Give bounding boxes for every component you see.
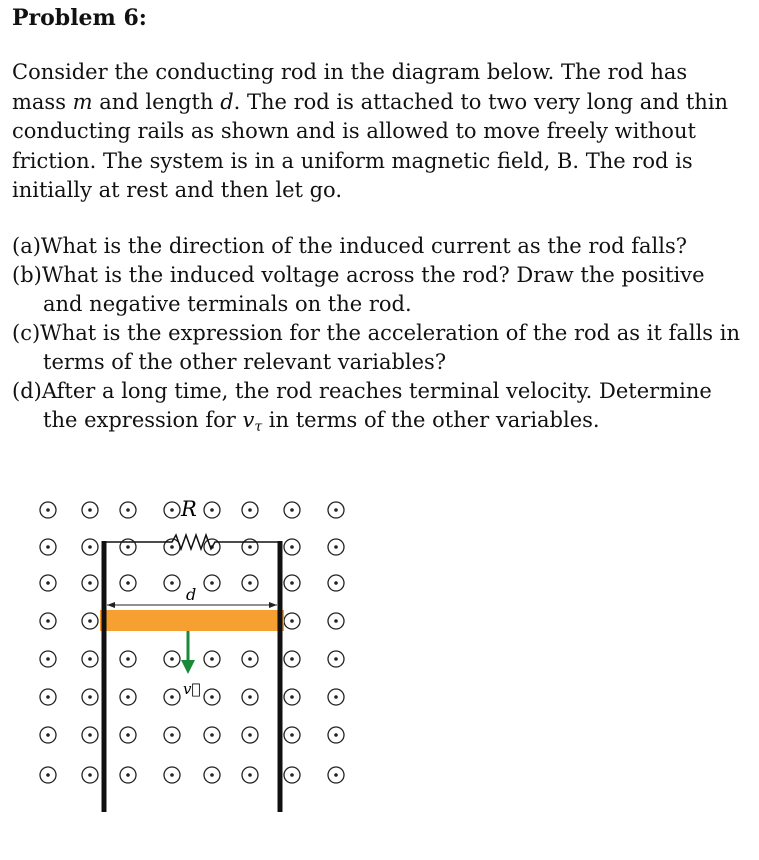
- field-symbol-dot: [126, 773, 130, 777]
- field-symbol-dot: [210, 657, 214, 661]
- field-symbol-dot: [290, 773, 294, 777]
- field-symbol-dot: [334, 657, 338, 661]
- field-symbol-dot: [290, 733, 294, 737]
- field-symbol-dot: [334, 545, 338, 549]
- question-a-text: What is the direction of the induced current as the rod falls?: [40, 234, 687, 258]
- field-symbol-dot: [88, 508, 92, 512]
- statement-text-3: . The rod is attached to two very long and thin conducting rails as shown and is allowed to move freely without friction. The system is in a uniform magnetic field, B. The rod is initially at rest and then let go.: [12, 89, 729, 202]
- field-symbol-dot: [88, 657, 92, 661]
- field-symbol-dot: [248, 773, 252, 777]
- problem-title: Problem 6:: [12, 5, 147, 31]
- field-symbol-dot: [210, 581, 214, 585]
- field-symbol-dot: [290, 508, 294, 512]
- field-symbol-dot: [248, 733, 252, 737]
- field-symbol-dot: [290, 657, 294, 661]
- field-symbol-dot: [334, 695, 338, 699]
- field-symbol-dot: [210, 773, 214, 777]
- field-symbol-dot: [210, 733, 214, 737]
- field-symbol-dot: [88, 773, 92, 777]
- field-symbol-dot: [248, 581, 252, 585]
- length-variable: d: [220, 89, 234, 114]
- question-b-label: (b): [12, 263, 42, 287]
- field-symbol-dot: [170, 508, 174, 512]
- terminal-velocity-variable: v: [242, 408, 255, 432]
- terminal-velocity-subscript: τ: [254, 419, 263, 435]
- question-d-label: (d): [12, 379, 42, 403]
- field-symbol-dot: [248, 695, 252, 699]
- field-symbol-dot: [88, 581, 92, 585]
- field-symbol-dot: [290, 695, 294, 699]
- field-symbol-dot: [210, 695, 214, 699]
- field-symbol-dot: [170, 581, 174, 585]
- field-symbol-dot: [334, 619, 338, 623]
- field-symbol-dot: [46, 508, 50, 512]
- field-symbol-dot: [46, 545, 50, 549]
- field-symbol-dot: [126, 733, 130, 737]
- dimension-arrowhead-left: [107, 602, 115, 608]
- velocity-label: v⃗: [183, 680, 201, 698]
- field-symbol-dot: [126, 581, 130, 585]
- field-symbol-dot: [46, 773, 50, 777]
- resistor-label: R: [181, 497, 197, 521]
- field-symbol-dot: [46, 657, 50, 661]
- field-symbol-dot: [248, 657, 252, 661]
- field-symbol-dot: [290, 545, 294, 549]
- field-symbol-dot: [88, 733, 92, 737]
- field-symbol-dot: [46, 733, 50, 737]
- question-d-text-2: in terms of the other variables.: [262, 408, 600, 432]
- question-c-label: (c): [12, 321, 41, 345]
- field-symbol-dot: [248, 508, 252, 512]
- field-symbol-dot: [334, 733, 338, 737]
- field-symbol-dot: [126, 695, 130, 699]
- field-symbol-dot: [290, 619, 294, 623]
- question-a-label: (a): [12, 234, 41, 258]
- field-symbol-dot: [46, 695, 50, 699]
- field-symbol-dot: [126, 508, 130, 512]
- dimension-arrowhead-right: [269, 602, 277, 608]
- field-symbol-dot: [170, 773, 174, 777]
- field-symbol-dot: [334, 773, 338, 777]
- field-symbol-dot: [46, 619, 50, 623]
- field-symbol-dot: [126, 657, 130, 661]
- field-symbol-dot: [88, 619, 92, 623]
- conducting-rod: [100, 610, 284, 631]
- field-symbol-dot: [170, 733, 174, 737]
- field-symbol-dot: [290, 581, 294, 585]
- field-symbol-dot: [88, 695, 92, 699]
- field-symbol-dot: [170, 657, 174, 661]
- length-label: d: [186, 585, 197, 604]
- field-symbol-dot: [210, 508, 214, 512]
- question-d-text-1: After a long time, the rod reaches terminal velocity. Determine the expression for: [41, 379, 712, 432]
- question-c-text: What is the expression for the acceleration of the rod as it falls in terms of the other relevant variables?: [40, 321, 740, 374]
- field-symbol-dot: [170, 695, 174, 699]
- field-symbol-dot: [170, 545, 174, 549]
- field-symbol-dot: [46, 581, 50, 585]
- field-symbol-dot: [126, 545, 130, 549]
- field-symbol-dot: [334, 581, 338, 585]
- velocity-arrowhead: [181, 660, 195, 674]
- field-symbol-dot: [334, 508, 338, 512]
- statement-text-1: Consider the conducting rod in the diagram below. The rod has mass: [12, 60, 688, 114]
- mass-variable: m: [72, 89, 93, 114]
- field-symbol-dot: [88, 545, 92, 549]
- field-symbol-dot: [248, 545, 252, 549]
- question-b-text: What is the induced voltage across the rod? Draw the positive and negative terminals on the rod.: [41, 263, 705, 316]
- statement-text-2: and length: [92, 89, 221, 114]
